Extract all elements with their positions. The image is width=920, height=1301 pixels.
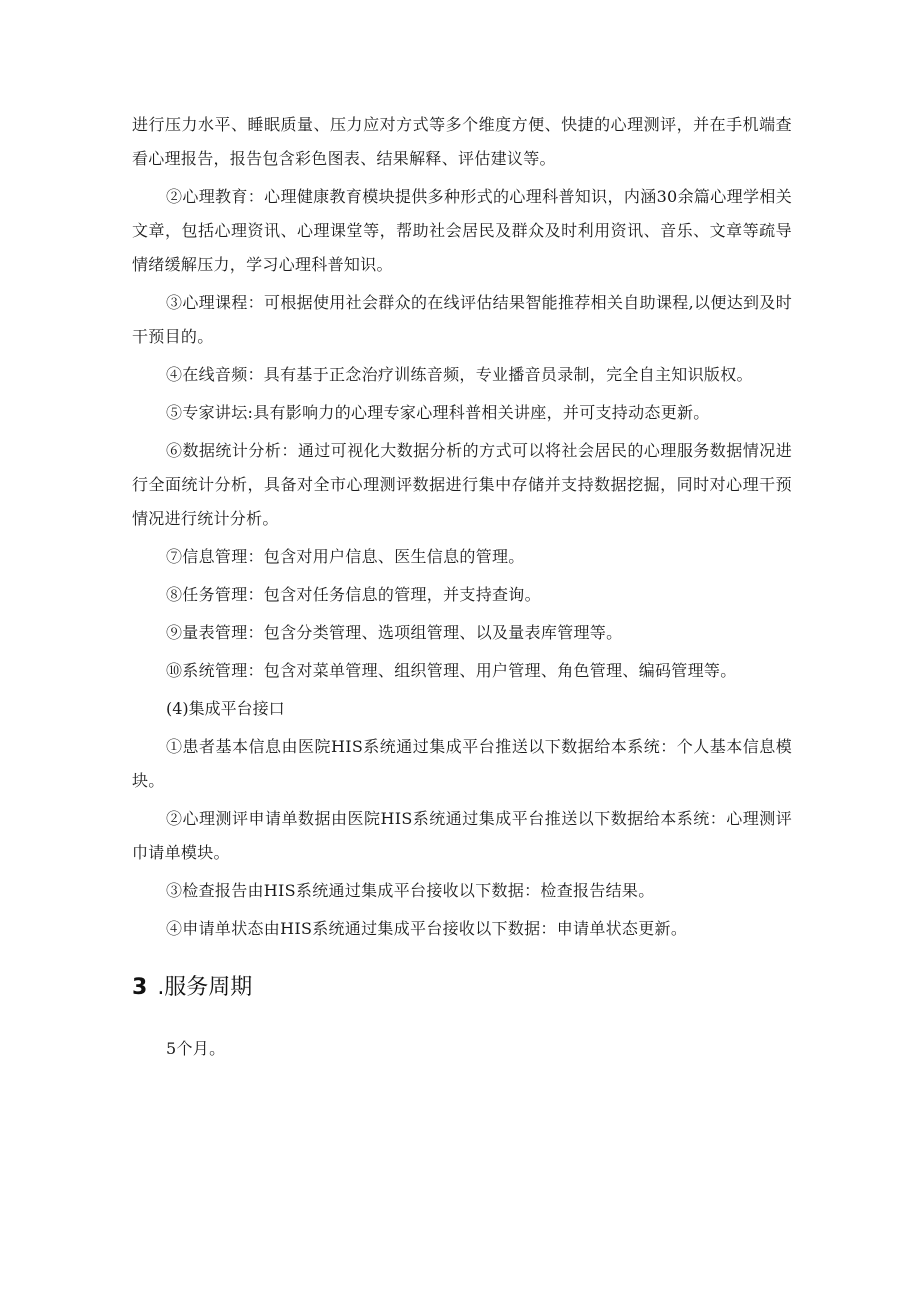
service-period-heading [132, 968, 792, 1008]
integration-item: ④申请单状态由HIS系统通过集成平台接收以下数据：申请单状态更新。 [166, 919, 688, 938]
expert-forum-paragraph: ⑤专家讲坛:具有影响力的心理专家心理科普相关讲座，并可支持动态更新。 [166, 403, 710, 422]
intro-paragraph: 进行压力水平、睡眠质量、压力应对方式等多个维度方便、快捷的心理测评，并在手机端查看心理报告，报告包含彩色图表、结果解释、评估建议等。 [132, 115, 792, 168]
info-management-paragraph: ⑦信息管理：包含对用户信息、医生信息的管理。 [166, 547, 525, 566]
service-period-body: 5个月。 [166, 1039, 226, 1058]
integration-item: ②心理测评申请单数据由医院HIS系统通过集成平台推送以下数据给本系统：心理测评巾请单模块。 [132, 809, 792, 862]
integration-item: ③检查报告由HIS系统通过集成平台接收以下数据：检查报告结果。 [166, 881, 655, 900]
scale-management-paragraph: ⑨量表管理：包含分类管理、选项组管理、以及量表库管理等。 [166, 623, 623, 642]
section-number: 3 [132, 975, 148, 1000]
online-audio-paragraph: ④在线音频：具有基于正念治疗训练音频，专业播音员录制，完全自主知识版权。 [166, 365, 753, 384]
data-statistics-paragraph: ⑥数据统计分析：通过可视化大数据分析的方式可以将社会居民的心理服务数据情况进行全面统计分析，具备对全市心理测评数据进行集中存储并支持数据挖掘，同时对心理干预情况进行统计分析。 [132, 441, 792, 528]
integration-interface-heading: (4)集成平台接口 [166, 699, 285, 718]
section-title: .服务周期 [157, 975, 253, 1000]
psychology-course-paragraph: ③心理课程：可根据使用社会群众的在线评估结果智能推荐相关自助课程,以便达到及时干预目的。 [132, 293, 792, 346]
integration-item: ①患者基本信息由医院HIS系统通过集成平台推送以下数据给本系统：个人基本信息模块。 [132, 737, 792, 790]
system-management-paragraph: ⑩系统管理：包含对菜单管理、组织管理、用户管理、角色管理、编码管理等。 [166, 661, 737, 680]
task-management-paragraph: ⑧任务管理：包含对任务信息的管理，并支持查询。 [166, 585, 541, 604]
document-body [132, 108, 792, 1070]
psychology-education-paragraph: ②心理教育：心理健康教育模块提供多种形式的心理科普知识，内涵30余篇心理学相关文章，包括心理资讯、心理课堂等，帮助社会居民及群众及时利用资讯、音乐、文章等疏导情绪缓解压力，学习心理科普知识。 [132, 187, 792, 274]
